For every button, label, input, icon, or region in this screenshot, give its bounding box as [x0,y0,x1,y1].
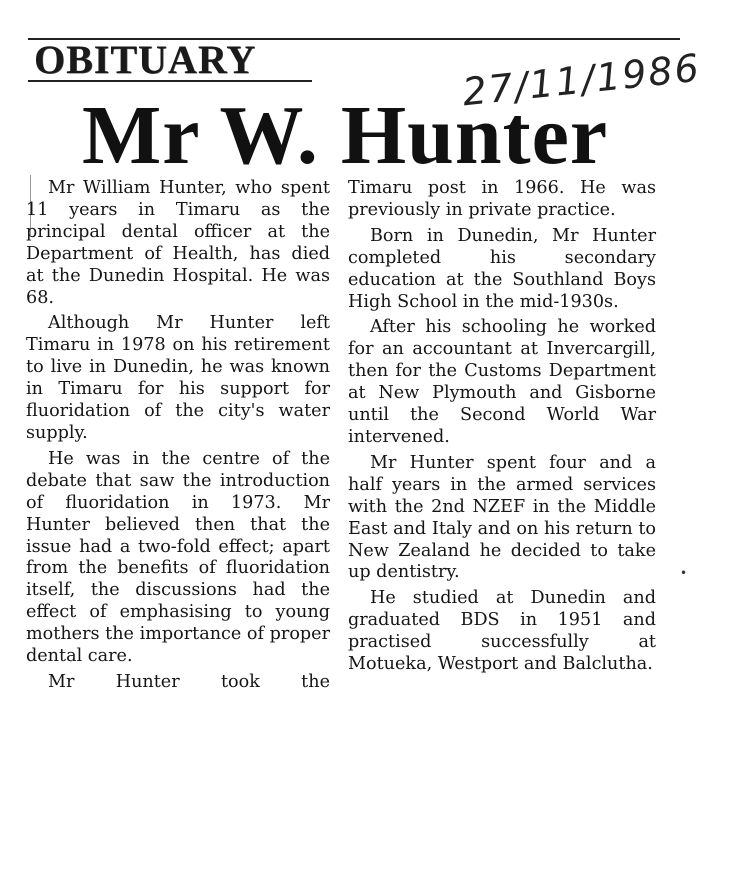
paragraph: He was in the centre of the debate that saw the introduction of fluoridation in 1973. Mr Hunter believed then that the issue had a two-fold effect; apart from the benefits of fluoridation itself, the discussions had the effect of emphasising to young mothers the importance of proper dental care. [26,448,330,667]
paragraph: Mr William Hunter, who spent 11 years in Timaru as the principal dental officer at the Department of Health, has died at the Dunedin Hospital. He was 68. [26,178,330,308]
section-kicker: OBITUARY [34,37,257,82]
paragraph: He studied at Dunedin and graduated BDS in 1951 and practised successfully at Motueka, Westport and Balclutha. [348,588,656,675]
paragraph: Born in Dunedin, Mr Hunter completed his secondary education at the Southland Boys High School in the mid-1930s. [348,225,656,312]
paragraph: Timaru post in 1966. He was previously in private practice. [348,178,656,220]
handwritten-date: 27/11/1986 [460,45,703,115]
paragraph: After his schooling he worked for an accountant at Invercargill, then for the Customs Department at New Plymouth and Gisborne until the Second World War intervened. [348,317,656,447]
article-column-left [26,178,330,698]
paragraph: Although Mr Hunter left Timaru in 1978 on his retirement to live in Dunedin, he was known in Timaru for his support for fluoridation of the city's water supply. [26,313,330,443]
headline: Mr W. Hunter [82,89,609,182]
paragraph: Mr Hunter spent four and a half years in the armed services with the 2nd NZEF in the Middle East and Italy and on his return to New Zealand he decided to take up dentistry. [348,452,656,583]
scan-speck-icon: • [680,566,688,580]
article-column-right [348,178,656,680]
paragraph: Mr Hunter took the [48,671,330,692]
